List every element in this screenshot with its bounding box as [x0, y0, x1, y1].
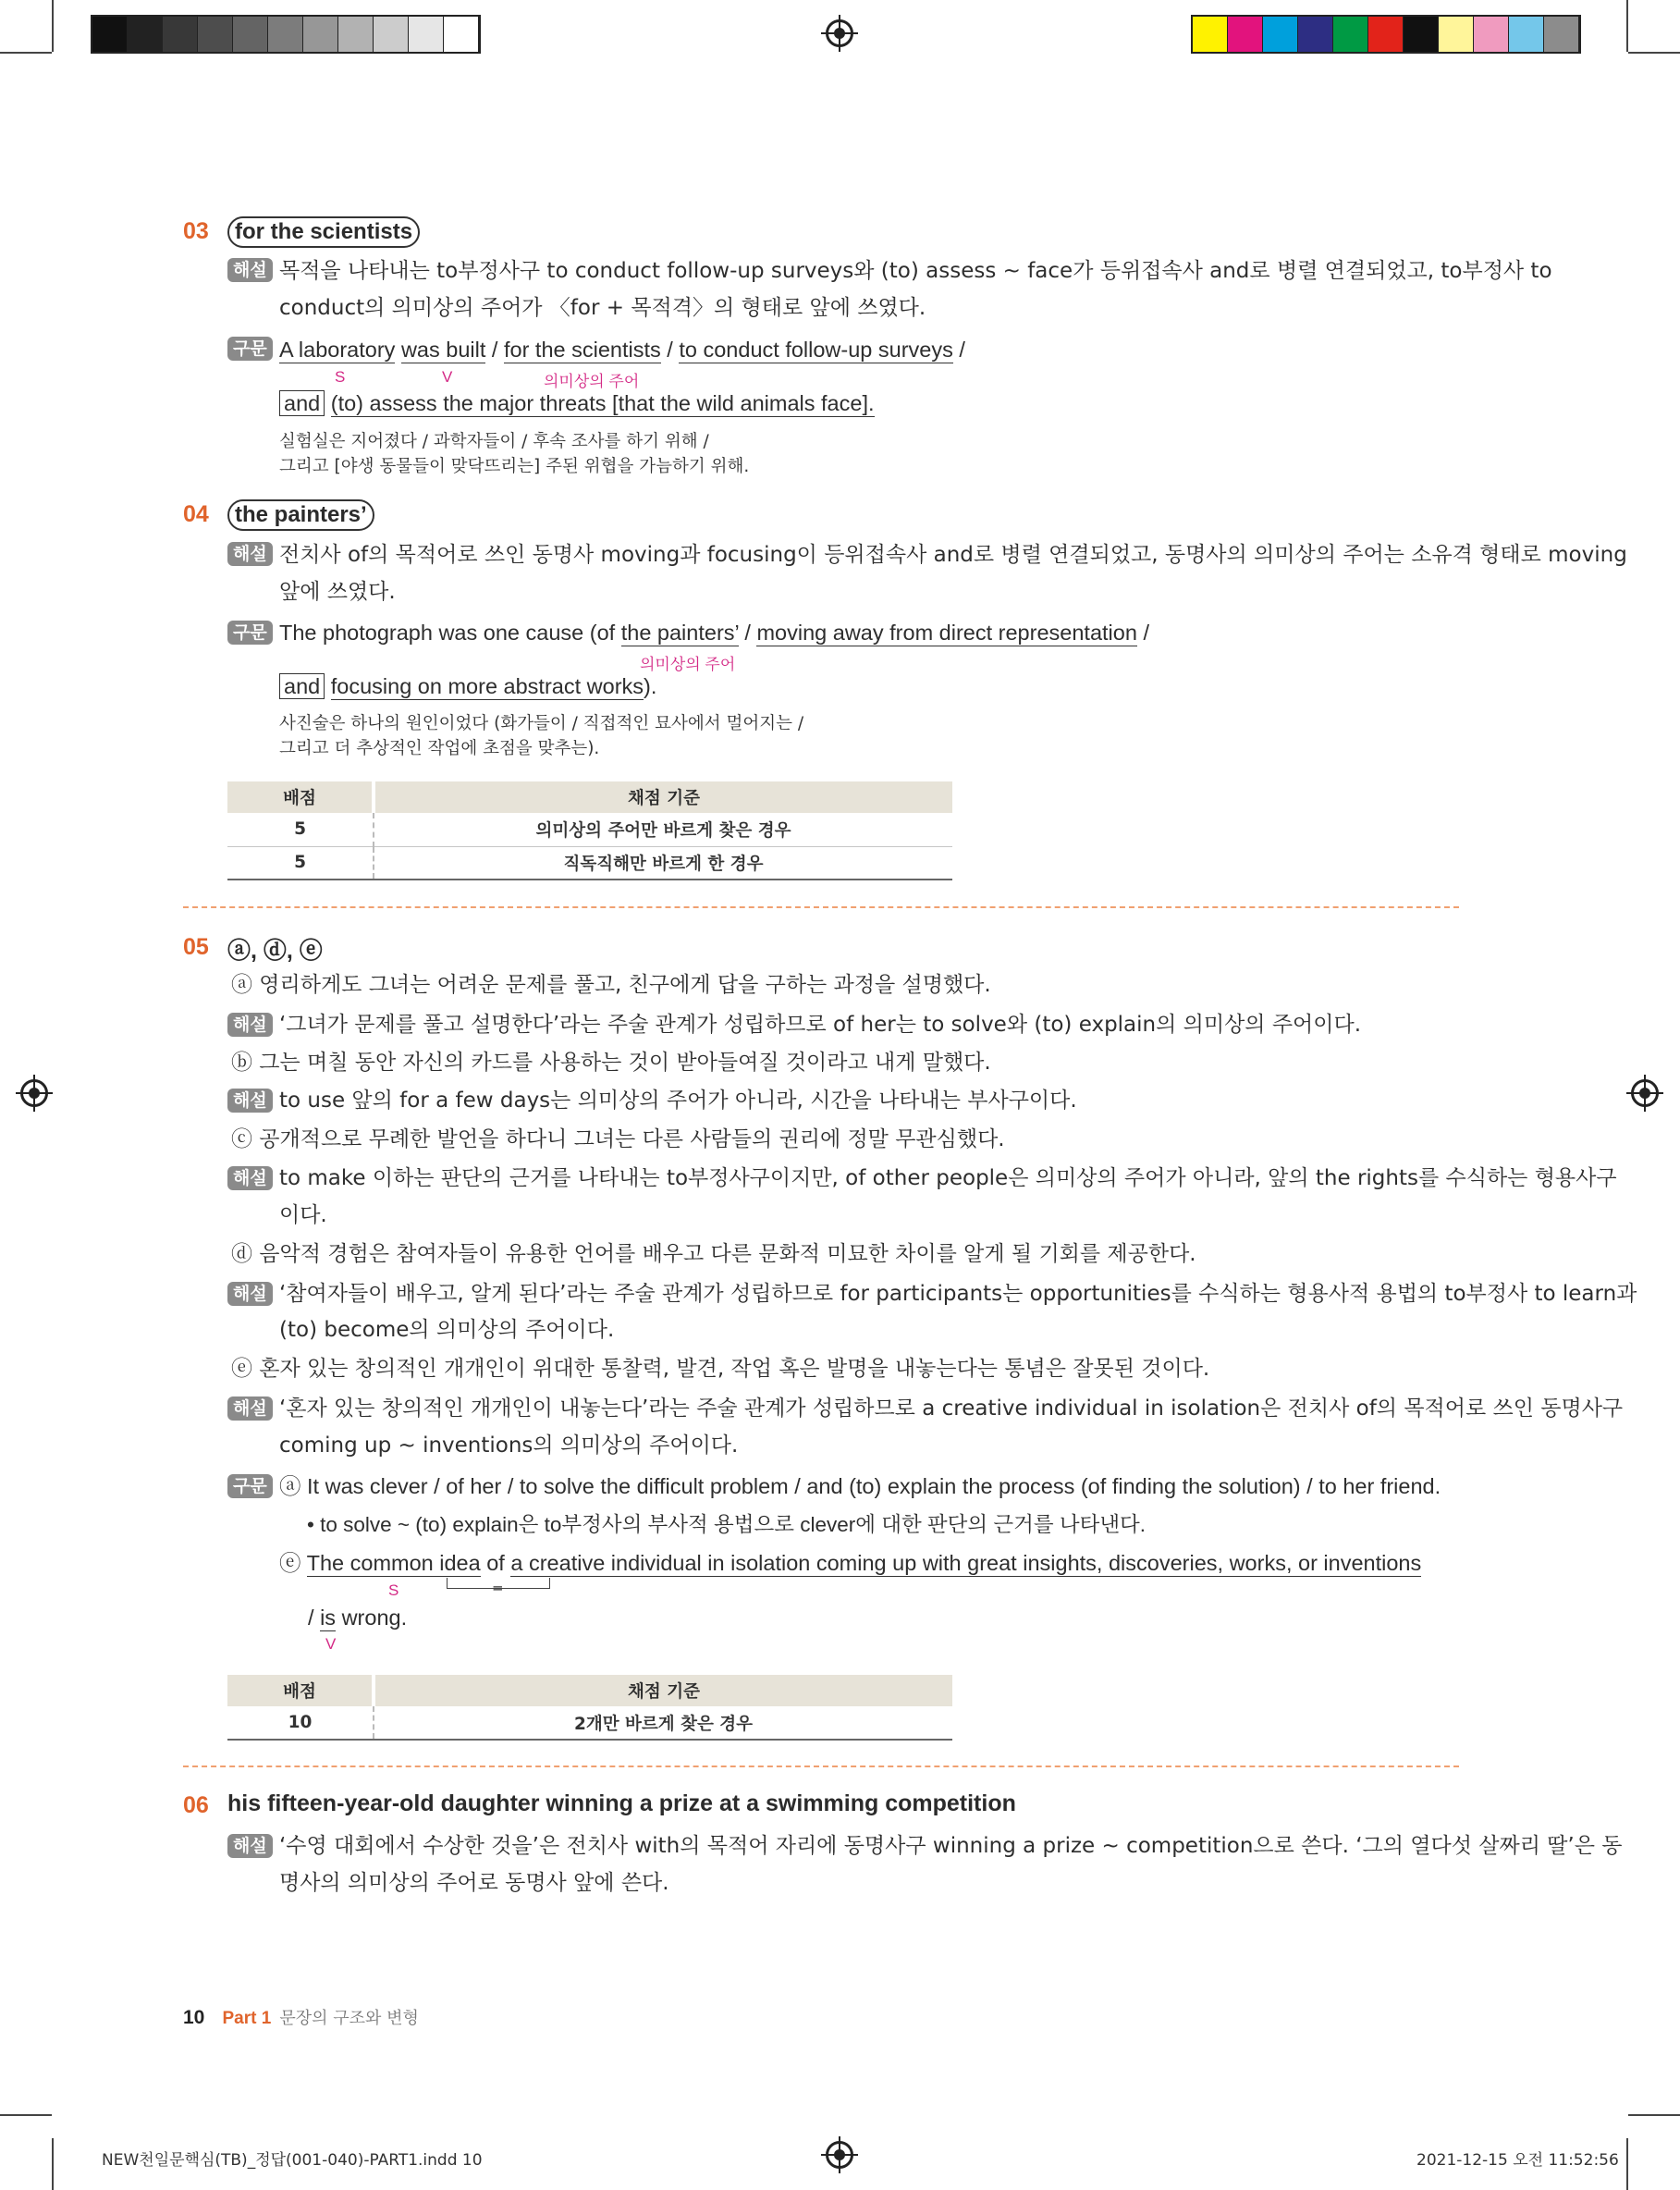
color-swatch: [233, 17, 268, 52]
meaning-subject-label: 의미상의 주어: [544, 373, 640, 390]
answer-pill: for the scientists: [227, 216, 420, 248]
slash: /: [667, 338, 673, 362]
choice-d: ⓓ 음악적 경험은 참여자들이 유용한 언어를 배우고 다른 문화적 미묘한 차이를 알게 될 기회를 제공한다.: [231, 1242, 1196, 1266]
section-divider: [183, 906, 1459, 908]
registration-mark-left: [20, 1079, 48, 1107]
color-swatch: [1263, 17, 1298, 52]
structure-note: • to solve ~ (to) explain은 to부정사의 부사적 용법으로 clever에 대한 판단의 근거를 나타낸다.: [307, 1513, 1147, 1536]
color-swatch: [444, 17, 479, 52]
subject-phrase: A laboratory: [279, 338, 396, 362]
preposition: of: [480, 1551, 511, 1575]
answer-text: his fifteen-year-old daughter winning a prize at a swimming competition: [227, 1790, 1016, 1816]
color-swatch: [303, 17, 338, 52]
explanation-line: ‘참여자들이 배우고, 알게 된다’라는 주술 관계가 성립하므로 for participants는 opportunities를 수식하는 형용사적 용법의 to부정사 to learn과: [279, 1282, 1637, 1306]
gerund-phrase: focusing on more abstract works: [330, 674, 644, 698]
choice-b: ⓑ 그는 며칠 동안 자신의 카드를 사용하는 것이 받아들여질 것이라고 내게 말했다.: [231, 1051, 991, 1075]
color-swatch: [374, 17, 409, 52]
choice-a: ⓐ 영리하게도 그녀는 어려운 문제를 풀고, 친구에게 답을 구하는 과정을 설명했다.: [231, 973, 991, 997]
translation-line: 그리고 더 추상적인 작업에 초점을 맞추는).: [279, 739, 600, 758]
score-header: 배점: [227, 1675, 374, 1706]
complement: wrong.: [336, 1606, 408, 1630]
subject-phrase: The common idea: [306, 1551, 481, 1575]
gerund-phrase: moving away from direct representation: [756, 621, 1137, 645]
color-swatch: [409, 17, 444, 52]
part-label: Part 1: [222, 2009, 272, 2028]
verb-phrase: is: [320, 1606, 337, 1630]
question-number: 05: [183, 934, 209, 960]
registration-mark-bottom: [826, 2141, 853, 2169]
color-swatch: [92, 17, 128, 52]
criteria-cell: 의미상의 주어만 바르게 찾은 경우: [374, 813, 952, 846]
table-row: [227, 813, 952, 846]
color-swatch: [128, 17, 163, 52]
equals-sign: =: [492, 1580, 504, 1596]
table-row: [227, 1706, 952, 1740]
scoring-table: [227, 781, 952, 880]
translation-line: 그리고 [야생 동물들이 맞닥뜨리는] 주된 위협을 가늠하기 위해.: [279, 457, 750, 476]
color-swatch: [1228, 17, 1263, 52]
structure-sentence-line: [279, 1548, 1421, 1578]
slash: /: [308, 1606, 321, 1630]
color-swatch: [338, 17, 374, 52]
page-number: 10: [183, 2007, 205, 2028]
color-swatch: [1544, 17, 1579, 52]
color-swatch: [268, 17, 303, 52]
score-header: 배점: [227, 781, 374, 813]
criteria-cell: 직독직해만 바르게 한 경우: [374, 846, 952, 880]
color-swatch: [163, 17, 198, 52]
explanation-line: to use 앞의 for a few days는 의미상의 주어가 아니라, 시간을 나타내는 부사구이다.: [279, 1089, 1077, 1113]
structure-tag: 구문: [227, 621, 273, 645]
score-cell: 5: [227, 813, 374, 846]
question-number: 03: [183, 218, 209, 244]
structure-tag: 구문: [227, 337, 273, 361]
slash: /: [959, 338, 965, 362]
criteria-cell: 2개만 바르게 찾은 경우: [374, 1706, 952, 1740]
meaning-subject-phrase: for the scientists: [503, 338, 661, 362]
explanation-tag: 해설: [227, 1089, 273, 1113]
structure-sentence-line: [279, 671, 656, 701]
structure-sentence-line: ⓐ It was clever / of her / to solve the difficult problem / and (to) explain the process (of finding the solution) / to her friend.: [279, 1474, 1441, 1498]
subject-label: S: [388, 1581, 399, 1599]
registration-mark-top: [826, 19, 853, 47]
section-divider: [183, 1766, 1459, 1767]
verb-phrase: was built: [400, 338, 486, 362]
verb-label: V: [325, 1635, 337, 1653]
gerund-phrase: a creative individual in isolation coming up with great insights, discoveries, works, or inventions: [510, 1551, 1422, 1575]
page-folio: [183, 2005, 419, 2029]
color-swatch: [1474, 17, 1509, 52]
choice-c: ⓒ 공개적으로 무례한 발언을 하다니 그녀는 다른 사람들의 권리에 정말 무관심했다.: [231, 1127, 1005, 1151]
explanation-line: 전치사 of의 목적어로 쓰인 동명사 moving과 focusing이 등위접속사 and로 병렬 연결되었고, 동명사의 의미상의 주어는 소유격 형태로 moving: [279, 543, 1627, 567]
score-cell: 5: [227, 846, 374, 880]
scoring-table: [227, 1675, 952, 1741]
explanation-line: 명사의 의미상의 주어로 동명사 앞에 쓴다.: [279, 1871, 669, 1895]
sentence-fragment: The photograph was one cause (of: [279, 621, 616, 645]
infinitive-phrase: (to) assess the major threats [that the wild animals face].: [330, 391, 875, 415]
answer-text: ⓐ, ⓓ, ⓔ: [227, 938, 323, 964]
explanation-line: 앞에 쓰였다.: [279, 580, 396, 604]
choice-mark: ⓔ: [279, 1551, 301, 1575]
question-number: 04: [183, 501, 209, 527]
explanation-tag: 해설: [227, 542, 273, 566]
gray-calibration-bar: [91, 15, 481, 54]
explanation-line: to make 이하는 판단의 근거를 나타내는 to부정사구이지만, of other people은 의미상의 주어가 아니라, 앞의 the rights를 수식하는 형용사구: [279, 1166, 1617, 1190]
explanation-line: (to) become의 의미상의 주어이다.: [279, 1318, 615, 1342]
verb-label: V: [442, 368, 453, 386]
translation-line: 실험실은 지어졌다 / 과학자들이 / 후속 조사를 하기 위해 /: [279, 432, 709, 451]
slash: /: [491, 338, 498, 362]
color-swatch: [1333, 17, 1368, 52]
explanation-line: ‘수영 대회에서 수상한 것을’은 전치사 with의 목적어 자리에 동명사구 winning a prize ~ competition으로 쓴다. ‘그의 열다섯 살짜리 딸’은 동: [279, 1834, 1623, 1858]
meaning-subject-label: 의미상의 주어: [640, 656, 736, 673]
answer-pill: the painters’: [227, 499, 374, 531]
explanation-tag: 해설: [227, 1834, 273, 1858]
slash: /: [744, 621, 751, 645]
structure-sentence-line: [279, 388, 875, 418]
question-number: 06: [183, 1792, 209, 1818]
conjunction-box: and: [279, 390, 325, 416]
color-swatch: [1193, 17, 1228, 52]
color-swatch: [1298, 17, 1333, 52]
file-slug: NEW천일문핵심(TB)_정답(001-040)-PART1.indd 10: [102, 2151, 483, 2170]
explanation-line: ‘혼자 있는 창의적인 개개인이 내놓는다’라는 주술 관계가 성립하므로 a creative individual in isolation은 전치사 of의 목적어로 쓰인 동명사구: [279, 1396, 1624, 1421]
print-timestamp: 2021-12-15 오전 11:52:56: [1416, 2151, 1619, 2170]
explanation-tag: 해설: [227, 258, 273, 282]
closing-paren: ).: [644, 674, 657, 698]
translation-line: 사진술은 하나의 원인이었다 (화가들이 / 직접적인 묘사에서 멀어지는 /: [279, 714, 804, 733]
slash: /: [1143, 621, 1149, 645]
explanation-line: 이다.: [279, 1203, 327, 1227]
criteria-header: 채점 기준: [374, 781, 952, 813]
structure-sentence-line: [279, 618, 1149, 647]
color-swatch: [1509, 17, 1544, 52]
subject-label: S: [335, 368, 346, 386]
color-swatch: [1439, 17, 1474, 52]
color-swatch: [1404, 17, 1439, 52]
score-cell: 10: [227, 1706, 374, 1740]
criteria-header: 채점 기준: [374, 1675, 952, 1706]
structure-tag: 구문: [227, 1474, 273, 1498]
explanation-line: coming up ~ inventions의 의미상의 주어이다.: [279, 1433, 739, 1458]
color-swatch: [198, 17, 233, 52]
table-row: [227, 846, 952, 880]
explanation-tag: 해설: [227, 1166, 273, 1190]
meaning-subject-phrase: the painters’: [620, 621, 739, 645]
structure-sentence-line: [279, 335, 965, 364]
chapter-title: 문장의 구조와 변형: [279, 2009, 419, 2028]
registration-mark-right: [1631, 1079, 1659, 1107]
color-swatch: [1368, 17, 1404, 52]
explanation-tag: 해설: [227, 1282, 273, 1306]
structure-sentence-line: [308, 1603, 407, 1632]
color-calibration-bar: [1191, 15, 1581, 54]
explanation-tag: 해설: [227, 1396, 273, 1421]
explanation-line: ‘그녀가 문제를 풀고 설명한다’라는 주술 관계가 성립하므로 of her는 to solve와 (to) explain의 의미상의 주어이다.: [279, 1013, 1362, 1037]
explanation-line: conduct의 의미상의 주어가 〈for + 목적격〉의 형태로 앞에 쓰였다.: [279, 296, 926, 320]
infinitive-phrase: to conduct follow-up surveys: [679, 338, 953, 362]
explanation-line: 목적을 나타내는 to부정사구 to conduct follow-up surveys와 (to) assess ~ face가 등위접속사 and로 병렬 연결되었고, to부정사 to: [279, 259, 1552, 283]
choice-e: ⓔ 혼자 있는 창의적인 개개인이 위대한 통찰력, 발견, 작업 혹은 발명을 내놓는다는 통념은 잘못된 것이다.: [231, 1357, 1210, 1381]
explanation-tag: 해설: [227, 1013, 273, 1037]
conjunction-box: and: [279, 673, 325, 699]
